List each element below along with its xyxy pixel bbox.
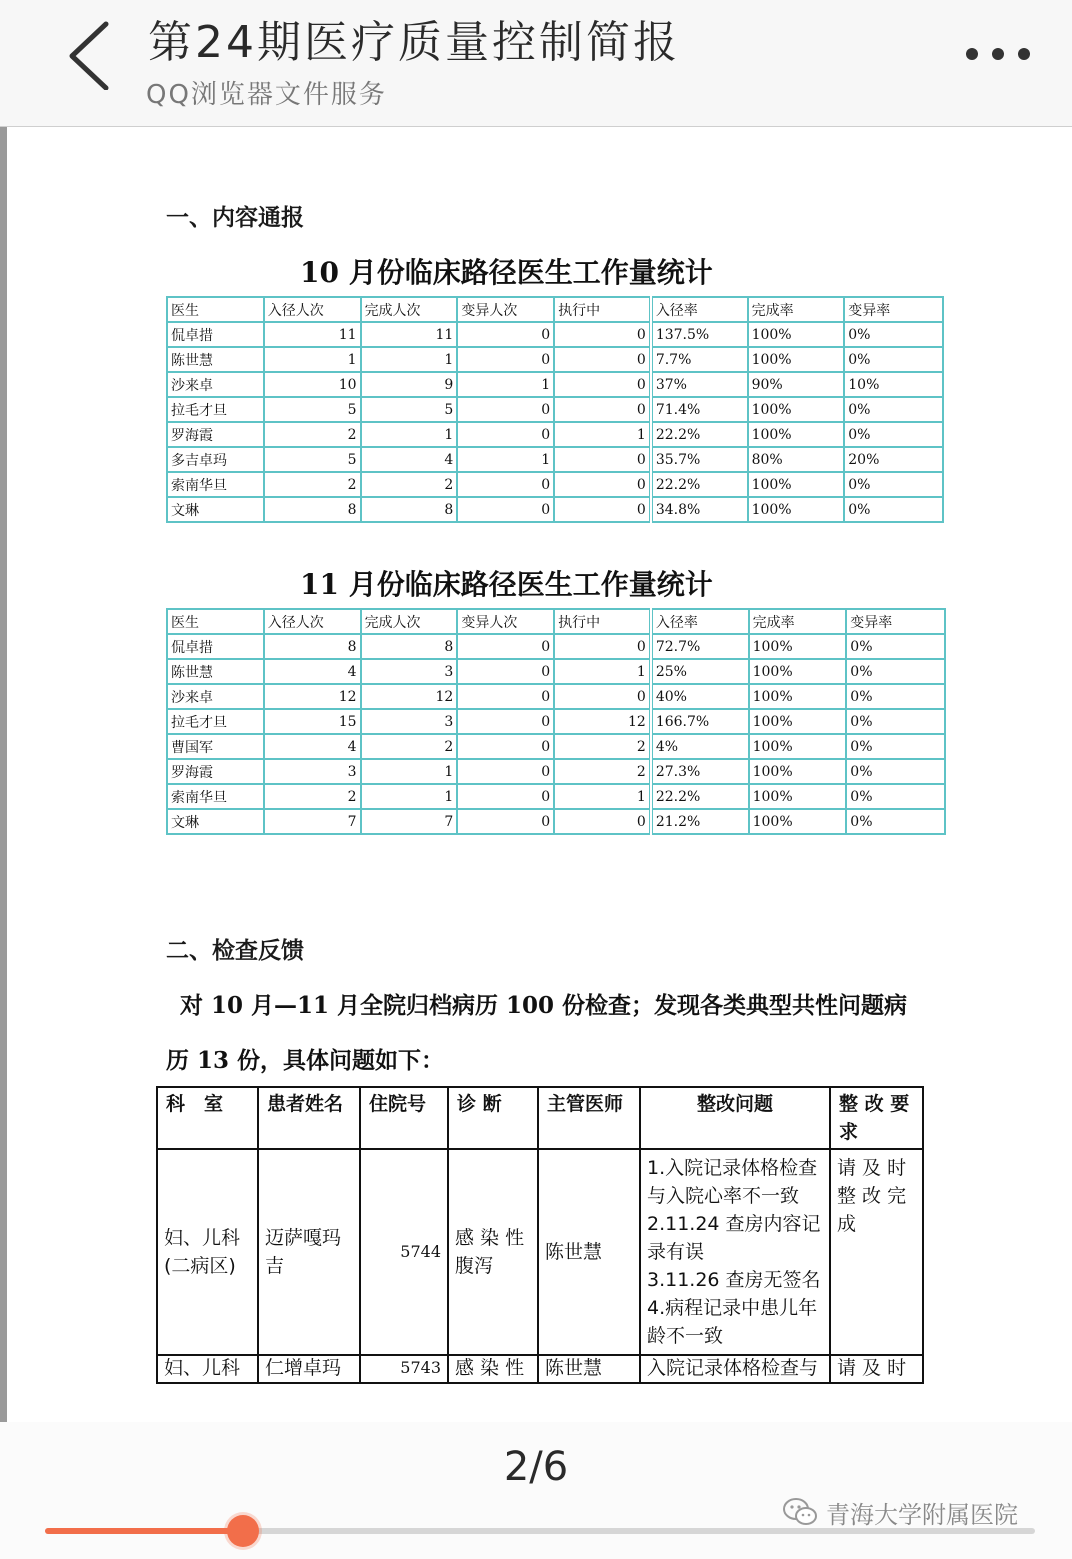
- table-row: [167, 709, 945, 734]
- table-cell: 0%: [844, 347, 943, 372]
- table-cell: 0: [554, 497, 651, 522]
- table-cell: 100%: [748, 422, 845, 447]
- table-cell: 0%: [844, 322, 943, 347]
- table-cell: 0: [457, 809, 554, 834]
- table-row: [167, 422, 943, 447]
- table-cell: 0: [457, 784, 554, 809]
- table-cell: 8: [264, 497, 361, 522]
- table-cell: 12: [554, 709, 651, 734]
- table-cell: 侃卓措: [167, 634, 264, 659]
- table-cell: 100%: [749, 784, 847, 809]
- table-cell: 0%: [846, 684, 945, 709]
- column-header: 完成人次: [361, 297, 458, 322]
- table-cell: 10: [264, 372, 361, 397]
- table-cell: 100%: [748, 472, 845, 497]
- table-cell: 8: [361, 497, 458, 522]
- table-cell: 166.7%: [651, 709, 749, 734]
- oct-table-title: 10 月份临床路径医生工作量统计: [300, 256, 713, 289]
- table-cell: 0: [457, 347, 554, 372]
- table-cell: 100%: [749, 634, 847, 659]
- table-cell: 2: [264, 784, 361, 809]
- column-header: 执行中: [554, 609, 651, 634]
- table-cell: 71.4%: [651, 397, 748, 422]
- table-cell: 侃卓措: [167, 322, 264, 347]
- table-cell: 7.7%: [651, 347, 748, 372]
- table-cell: 0: [457, 734, 554, 759]
- table-cell: 22.2%: [651, 472, 748, 497]
- table-cell: 多吉卓玛: [167, 447, 264, 472]
- nov-table-title: 11 月份临床路径医生工作量统计: [300, 568, 713, 601]
- table-cell: 0%: [844, 397, 943, 422]
- table-cell: 0: [457, 659, 554, 684]
- table-cell: 0%: [846, 784, 945, 809]
- table-cell: 12: [361, 684, 458, 709]
- watermark: [782, 1492, 1042, 1532]
- issue-line: 2.11.24 查房内容记录有误: [647, 1213, 821, 1263]
- table-cell: 100%: [749, 684, 847, 709]
- table-cell: 0%: [846, 709, 945, 734]
- table-cell: 100%: [748, 497, 845, 522]
- table-cell: 7: [361, 809, 458, 834]
- table-cell: 34.8%: [651, 497, 748, 522]
- table-row: [167, 684, 945, 709]
- table-cell: 0%: [844, 472, 943, 497]
- table-row: [167, 734, 945, 759]
- table-row: [167, 759, 945, 784]
- table-row: [167, 472, 943, 497]
- feedback-table: [156, 1086, 924, 1384]
- header-patient: 患者姓名: [258, 1087, 360, 1149]
- column-header: 医生: [167, 609, 264, 634]
- cell-diagnosis: 感 染 性: [448, 1355, 538, 1383]
- table-cell: 20%: [844, 447, 943, 472]
- table-cell: 100%: [748, 322, 845, 347]
- column-header: 变异率: [846, 609, 945, 634]
- table-cell: 沙来卓: [167, 372, 264, 397]
- cell-requirement: 请 及 时 整 改 完 成: [830, 1149, 923, 1355]
- column-header: 入径人次: [264, 609, 361, 634]
- table-cell: 137.5%: [651, 322, 748, 347]
- column-header: 入径率: [651, 609, 749, 634]
- table-row: [157, 1355, 923, 1383]
- watermark-text: 青海大学附属医院: [826, 1500, 1018, 1529]
- column-header: 入径率: [651, 297, 748, 322]
- cell-id: 5743: [360, 1355, 448, 1383]
- table-cell: 25%: [651, 659, 749, 684]
- cell-patient: 迈萨嘎玛吉: [258, 1149, 360, 1355]
- table-cell: 1: [361, 347, 458, 372]
- table-cell: 0%: [844, 422, 943, 447]
- table-cell: 0: [457, 634, 554, 659]
- table-cell: 22.2%: [651, 784, 749, 809]
- cell-patient: 仁增卓玛: [258, 1355, 360, 1383]
- table-cell: 1: [554, 659, 651, 684]
- table-cell: 0%: [846, 634, 945, 659]
- table-cell: 5: [361, 397, 458, 422]
- table-cell: 0: [554, 447, 651, 472]
- section-heading-2: 二、检查反馈: [166, 938, 304, 964]
- issue-line: 1.入院记录体格检查与入院心率不一致: [647, 1157, 818, 1207]
- chevron-left-icon[interactable]: [62, 18, 122, 90]
- table-cell: 21.2%: [651, 809, 749, 834]
- table-row: [167, 447, 943, 472]
- table-cell: 100%: [748, 347, 845, 372]
- table-row: [167, 372, 943, 397]
- cell-doctor: 陈世慧: [538, 1355, 640, 1383]
- table-row: [157, 1149, 923, 1355]
- table-cell: 9: [361, 372, 458, 397]
- feedback-paragraph-line1: 对 10 月—11 月全院归档病历 100 份检查；发现各类典型共性问题病: [180, 992, 908, 1019]
- issue-line: 4.病程记录中患儿年龄不一致: [647, 1297, 818, 1347]
- table-cell: 0: [554, 372, 651, 397]
- header-id: 住院号: [360, 1087, 448, 1149]
- table-cell: 0%: [846, 809, 945, 834]
- table-cell: 35.7%: [651, 447, 748, 472]
- table-cell: 罗海霞: [167, 759, 264, 784]
- table-cell: 40%: [651, 684, 749, 709]
- cell-doctor: 陈世慧: [538, 1149, 640, 1355]
- table-cell: 100%: [749, 759, 847, 784]
- table-cell: 4: [361, 447, 458, 472]
- table-cell: 0%: [844, 497, 943, 522]
- table-cell: 2: [264, 422, 361, 447]
- table-cell: 1: [361, 759, 458, 784]
- table-cell: 100%: [749, 809, 847, 834]
- section-heading-1: 一、内容通报: [166, 205, 304, 231]
- bottom-bar: [0, 1422, 1072, 1559]
- column-header: 完成人次: [361, 609, 458, 634]
- header-doctor: 主管医师: [538, 1087, 640, 1149]
- table-cell: 沙来卓: [167, 684, 264, 709]
- header-issues: 整改问题: [640, 1087, 830, 1149]
- page-slider-fill: [45, 1528, 243, 1534]
- table-row: [167, 347, 943, 372]
- table-cell: 1: [554, 422, 651, 447]
- column-header: 入径人次: [264, 297, 361, 322]
- table-cell: 90%: [748, 372, 845, 397]
- table-cell: 0: [457, 422, 554, 447]
- table-cell: 索南华旦: [167, 472, 264, 497]
- table-cell: 2: [361, 734, 458, 759]
- table-cell: 3: [361, 659, 458, 684]
- cell-dept: 妇、儿科: [157, 1355, 258, 1383]
- table-row: [167, 397, 943, 422]
- table-cell: 0: [457, 497, 554, 522]
- table-cell: 索南华旦: [167, 784, 264, 809]
- header-dept: 科 室: [157, 1087, 258, 1149]
- table-cell: 文琳: [167, 809, 264, 834]
- document-title: 第24期医疗质量控制简报: [148, 17, 680, 68]
- table-cell: 3: [264, 759, 361, 784]
- table-cell: 陈世慧: [167, 347, 264, 372]
- table-cell: 10%: [844, 372, 943, 397]
- table-cell: 0: [554, 809, 651, 834]
- table-cell: 1: [457, 447, 554, 472]
- table-cell: 0: [457, 684, 554, 709]
- table-cell: 罗海霞: [167, 422, 264, 447]
- table-cell: 5: [264, 397, 361, 422]
- feedback-paragraph-line2: 历 13 份，具体问题如下：: [166, 1047, 445, 1074]
- nov-stats-table: [166, 608, 946, 835]
- page-edge: [0, 127, 7, 1422]
- table-cell: 2: [554, 734, 651, 759]
- oct-stats-table: [166, 296, 944, 523]
- table-header-row: [167, 609, 945, 634]
- table-cell: 72.7%: [651, 634, 749, 659]
- table-cell: 2: [264, 472, 361, 497]
- table-cell: 80%: [748, 447, 845, 472]
- table-cell: 8: [264, 634, 361, 659]
- table-cell: 5: [264, 447, 361, 472]
- column-header: 变异率: [844, 297, 943, 322]
- header-requirement: 整 改 要 求: [830, 1087, 923, 1149]
- table-cell: 0: [554, 472, 651, 497]
- table-cell: 0: [457, 709, 554, 734]
- table-cell: 0: [457, 759, 554, 784]
- table-cell: 4: [264, 659, 361, 684]
- table-cell: 0: [457, 397, 554, 422]
- column-header: 变异人次: [457, 609, 554, 634]
- wechat-icon: [782, 1497, 818, 1527]
- table-cell: 曹国军: [167, 734, 264, 759]
- table-cell: 4: [264, 734, 361, 759]
- column-header: 执行中: [554, 297, 651, 322]
- more-dots-icon[interactable]: [958, 36, 1038, 72]
- table-cell: 1: [264, 347, 361, 372]
- table-cell: 0: [554, 684, 651, 709]
- table-cell: 2: [361, 472, 458, 497]
- table-cell: 拉毛才旦: [167, 709, 264, 734]
- table-header-row: [167, 297, 943, 322]
- cell-issues: [640, 1355, 830, 1383]
- table-cell: 文琳: [167, 497, 264, 522]
- table-cell: 15: [264, 709, 361, 734]
- page-slider-thumb[interactable]: [227, 1515, 259, 1547]
- table-row: [167, 322, 943, 347]
- table-cell: 0: [457, 322, 554, 347]
- column-header: 完成率: [748, 297, 845, 322]
- table-cell: 11: [264, 322, 361, 347]
- table-row: [167, 659, 945, 684]
- column-header: 医生: [167, 297, 264, 322]
- table-row: [167, 784, 945, 809]
- table-cell: 陈世慧: [167, 659, 264, 684]
- issue-line: 入院记录体格检查与: [647, 1357, 819, 1379]
- table-cell: 1: [361, 784, 458, 809]
- table-cell: 3: [361, 709, 458, 734]
- table-cell: 37%: [651, 372, 748, 397]
- table-cell: 0%: [846, 659, 945, 684]
- table-cell: 0: [554, 322, 651, 347]
- table-cell: 0: [554, 347, 651, 372]
- table-cell: 11: [361, 322, 458, 347]
- cell-requirement: 请 及 时: [830, 1355, 923, 1383]
- table-cell: 1: [361, 422, 458, 447]
- table-row: [167, 634, 945, 659]
- table-cell: 0%: [846, 759, 945, 784]
- cell-dept: 妇、儿科(二病区): [157, 1149, 258, 1355]
- table-cell: 1: [554, 784, 651, 809]
- table-cell: 0: [554, 634, 651, 659]
- table-cell: 12: [264, 684, 361, 709]
- table-cell: 8: [361, 634, 458, 659]
- table-cell: 7: [264, 809, 361, 834]
- cell-id: 5744: [360, 1149, 448, 1355]
- header-diagnosis: 诊 断: [448, 1087, 538, 1149]
- table-cell: 0%: [846, 734, 945, 759]
- table-row: [167, 497, 943, 522]
- table-cell: 100%: [749, 709, 847, 734]
- issue-line: 3.11.26 查房无签名: [647, 1269, 821, 1291]
- column-header: 变异人次: [457, 297, 554, 322]
- cell-issues: [640, 1149, 830, 1355]
- table-cell: 100%: [749, 659, 847, 684]
- cell-diagnosis: 感 染 性 腹泻: [448, 1149, 538, 1355]
- table-cell: 2: [554, 759, 651, 784]
- column-header: 完成率: [749, 609, 847, 634]
- table-cell: 0: [554, 397, 651, 422]
- top-bar: [0, 0, 1072, 127]
- table-cell: 27.3%: [651, 759, 749, 784]
- document-source: QQ浏览器文件服务: [146, 80, 387, 110]
- page-indicator: 2/6: [503, 1444, 569, 1490]
- table-cell: 100%: [748, 397, 845, 422]
- table-cell: 拉毛才旦: [167, 397, 264, 422]
- table-cell: 100%: [749, 734, 847, 759]
- table-cell: 4%: [651, 734, 749, 759]
- table-row: [167, 809, 945, 834]
- table-cell: 22.2%: [651, 422, 748, 447]
- table-cell: 1: [457, 372, 554, 397]
- table-cell: 0: [457, 472, 554, 497]
